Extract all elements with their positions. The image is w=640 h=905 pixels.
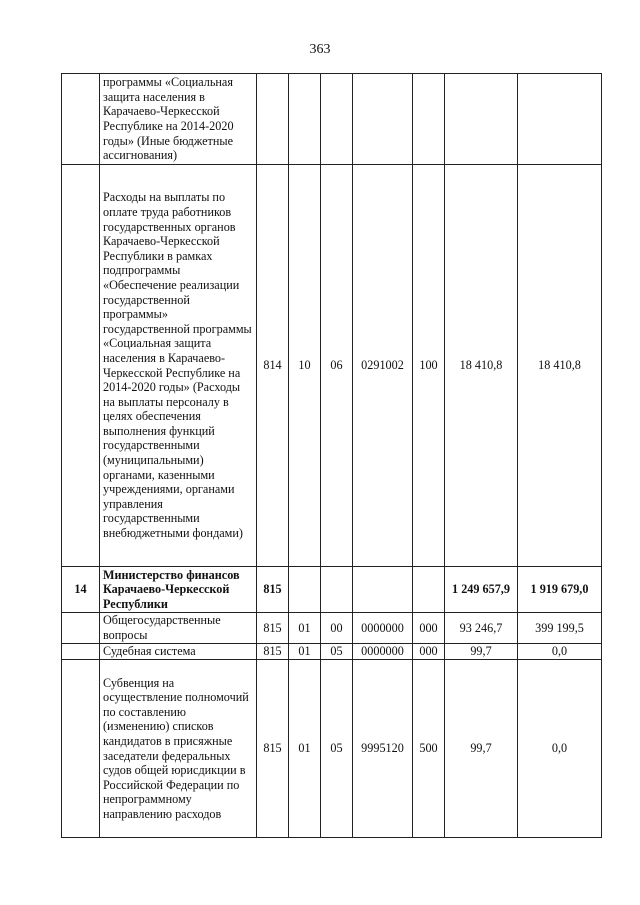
row-name: Судебная система (100, 644, 257, 660)
expense-type-code: 000 (413, 644, 445, 660)
subsection-code (321, 74, 353, 165)
table-row (62, 613, 602, 644)
row-number (62, 644, 100, 660)
expense-type-code: 500 (413, 660, 445, 838)
table-row (62, 74, 602, 165)
budget-table (61, 73, 602, 838)
amount-first: 1 249 657,9 (445, 567, 518, 613)
ministry-code: 815 (257, 660, 289, 838)
amount-second: 0,0 (518, 660, 602, 838)
amount-first: 99,7 (445, 660, 518, 838)
row-name: программы «Социальная защита населения в Карачаево-Черкесской Республике на 2014-2020 годы» (Иные бюджетные ассигнования) (100, 74, 257, 165)
target-code: 0000000 (353, 644, 413, 660)
expense-type-code (413, 74, 445, 165)
section-code: 01 (289, 613, 321, 644)
section-code (289, 567, 321, 613)
row-number (62, 74, 100, 165)
table-row (62, 567, 602, 613)
expense-type-code: 100 (413, 165, 445, 567)
amount-second: 18 410,8 (518, 165, 602, 567)
amount-first: 18 410,8 (445, 165, 518, 567)
section-code (289, 74, 321, 165)
amount-first: 93 246,7 (445, 613, 518, 644)
amount-second: 0,0 (518, 644, 602, 660)
row-name: Министерство финансов Карачаево-Черкесской Республики (100, 567, 257, 613)
table-row (62, 644, 602, 660)
subsection-code: 06 (321, 165, 353, 567)
target-code: 9995120 (353, 660, 413, 838)
amount-first: 99,7 (445, 644, 518, 660)
page-number: 363 (309, 42, 331, 57)
amount-second: 399 199,5 (518, 613, 602, 644)
ministry-code: 814 (257, 165, 289, 567)
expense-type-code: 000 (413, 613, 445, 644)
section-code: 01 (289, 660, 321, 838)
target-code (353, 74, 413, 165)
amount-first (445, 74, 518, 165)
section-code: 01 (289, 644, 321, 660)
table-row (62, 660, 602, 838)
row-number (62, 165, 100, 567)
row-name: Субвенция на осуществление полномочий по составлению (изменению) списков кандидатов в присяжные заседатели федеральных судов общей юрисдикции в Российской Федерации по непрограммному направлению расходов (100, 660, 257, 838)
target-code (353, 567, 413, 613)
ministry-code: 815 (257, 567, 289, 613)
subsection-code (321, 567, 353, 613)
subsection-code: 00 (321, 613, 353, 644)
subsection-code: 05 (321, 644, 353, 660)
subsection-code: 05 (321, 660, 353, 838)
row-number (62, 613, 100, 644)
ministry-code: 815 (257, 644, 289, 660)
target-code: 0000000 (353, 613, 413, 644)
row-name: Расходы на выплаты по оплате труда работников государственных органов Карачаево-Черкесской Республики в рамках подпрограммы «Обеспечение реализации государственной программы» государственной программы «Социальная защита населения в Карачаево-Черкесской Республике на 2014-2020 годы» (Расходы на выплаты персоналу в целях обеспечения выполнения функций государственными (муниципальными) органами, казенными учреждениями, органами управления государственными внебюджетными фондами) (100, 165, 257, 567)
expense-type-code (413, 567, 445, 613)
amount-second: 1 919 679,0 (518, 567, 602, 613)
section-code: 10 (289, 165, 321, 567)
target-code: 0291002 (353, 165, 413, 567)
ministry-code: 815 (257, 613, 289, 644)
row-number: 14 (62, 567, 100, 613)
amount-second (518, 74, 602, 165)
row-number (62, 660, 100, 838)
table-row (62, 165, 602, 567)
ministry-code (257, 74, 289, 165)
row-name: Общегосударственные вопросы (100, 613, 257, 644)
